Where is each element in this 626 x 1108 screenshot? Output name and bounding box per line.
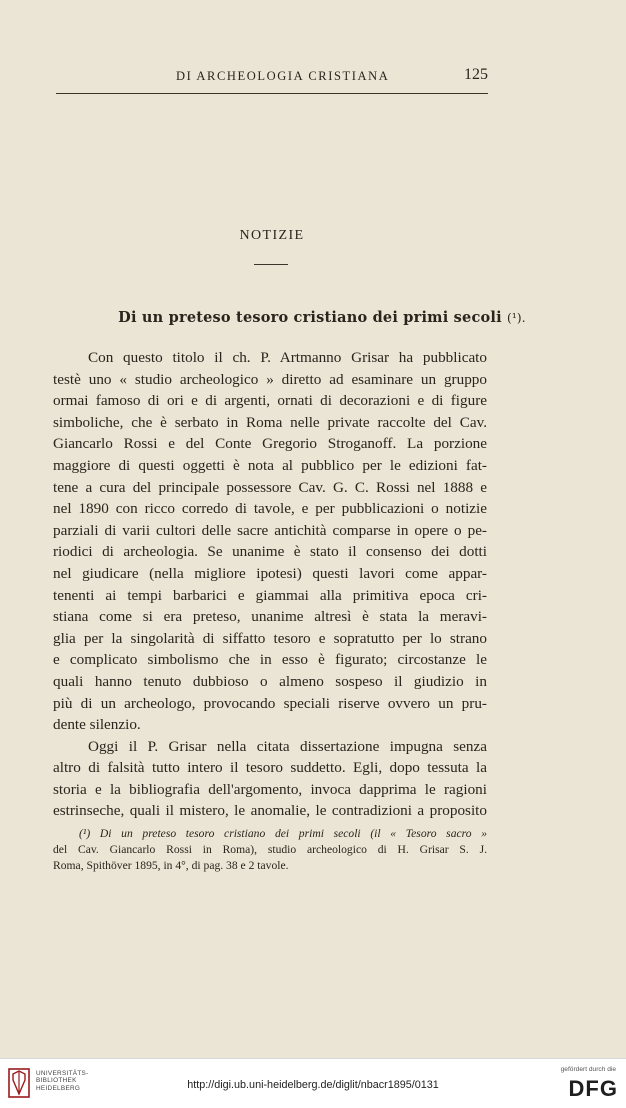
body-line: e complicato simbolismo che in esso è figurato; circostanze le [53,651,487,669]
header-rule [56,93,488,94]
body-line: estrinseche, quali il mistero, le anomalie, le contradizioni a proposito [53,802,487,820]
body-line: Oggi il P. Grisar nella citata dissertazione impugna senza [88,737,487,755]
body-line: maggiore di questi oggetti è nota al pubblico per le edizioni fat- [53,456,487,474]
institution-line: HEIDELBERG [36,1084,81,1092]
section-rule [254,264,288,265]
body-line: nel 1890 con ricco corredo di tavole, e per pubblicazioni o notizie [53,500,487,518]
body-text [53,347,487,822]
body-line: ormai famoso di ori e di argenti, ornati di decorazioni e di figure [53,392,487,410]
body-line: quali hanno tenuto dubbioso o almeno sospeso il giudizio in [53,672,487,690]
permalink-url[interactable]: http://digi.ub.uni-heidelberg.de/diglit/nbacr1895/0131 [187,1079,439,1091]
body-line: riodici di archeologia. Se unanime è stato il consenso dei dotti [53,543,487,561]
body-line: stiana come si era preteso, unanime altresì è stata la meravi- [53,608,487,626]
body-line: testè uno « studio archeologico » diretto ad esaminare un gruppo [53,370,487,388]
running-title: DI ARCHEOLOGIA CRISTIANA [176,69,390,83]
funded-by-label: gefördert durch die [560,1066,616,1073]
body-line: glia per la singolarità di siffatto tesoro e sopratutto per lo strano [53,629,487,647]
body-line: tene a cura del principale possessore Cav. G. C. Rossi nel 1888 e [53,478,487,496]
footnote [53,826,487,874]
body-line: parziali di varii cultori delle sacre antichità comparse in opere o pe- [53,521,487,539]
body-line: Con questo titolo il ch. P. Artmanno Grisar ha pubblicato [88,349,487,366]
page-number: 125 [464,66,488,83]
viewer-footer [0,1058,626,1108]
footnote-marker: (¹). [507,311,526,325]
running-head [56,66,488,89]
body-line: altro di falsità tutto intero il tesoro suddetto. Egli, dopo tessuta la [53,759,487,777]
body-line: nel giudicare (nella migliore ipotesi) questi lavori come appar- [53,564,487,582]
body-line: simboliche, che è serbato in Roma nelle private raccolte del Cav. [53,413,487,431]
footnote-line: Roma, Spithöver 1895, in 4°, di pag. 38 e 2 tavole. [53,859,289,872]
dfg-logo: DFG [568,1076,618,1101]
footnote-line: del Cav. Giancarlo Rossi in Roma), studio archeologico di H. Grisar S. J. [53,843,487,856]
body-line: storia e la bibliografia dell'argomento, invoca dapprima le ragioni [53,780,487,798]
body-line: più di un archeologo, provocando speciali riserve ovvero un pru- [53,694,487,712]
section-title: NOTIZIE [239,228,305,243]
institution-line: BIBLIOTHEK [36,1077,77,1085]
footnote-line: (¹) Di un preteso tesoro cristiano dei primi secoli (il « Tesoro sacro » [79,827,487,840]
body-line: Giancarlo Rossi e del Conte Gregorio Stroganoff. La porzione [53,435,487,453]
body-line: tenenti ai tempi barbarici e giammai alla primitiva epoca cri- [53,586,487,604]
institution-line: UNIVERSITÄTS- [36,1070,89,1077]
article-title-text: Di un preteso tesoro cristiano dei primi secoli [118,309,502,326]
body-line: dente silenzio. [53,716,141,734]
article-title [0,309,594,326]
